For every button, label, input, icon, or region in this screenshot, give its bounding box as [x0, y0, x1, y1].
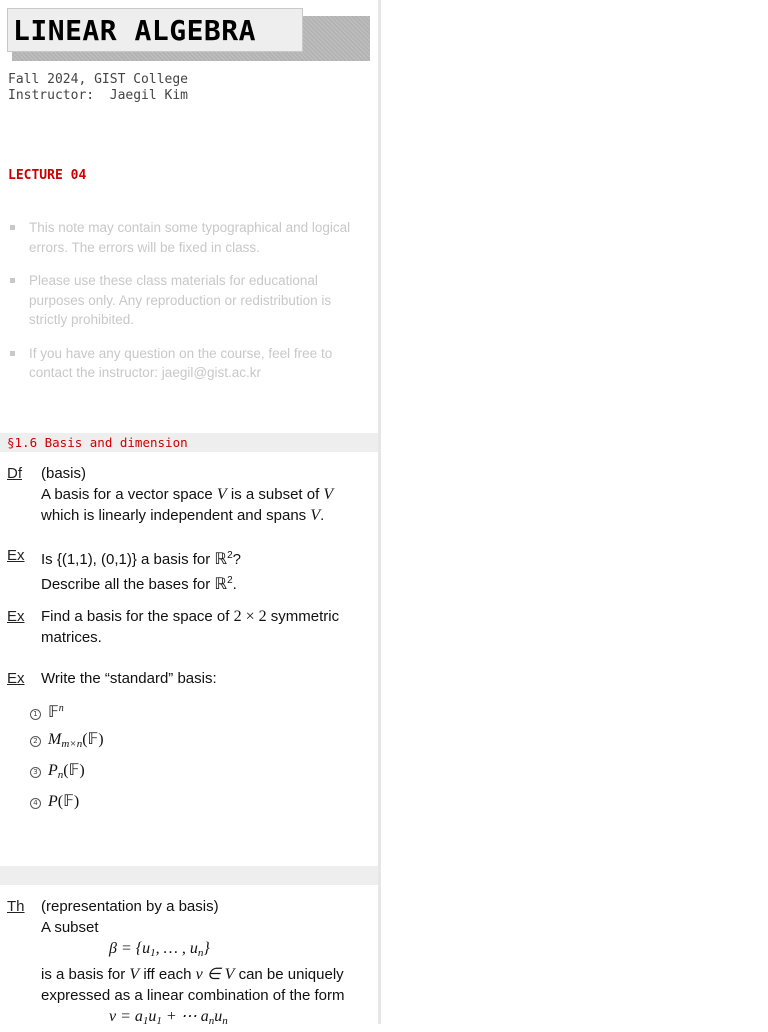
- course-info: [8, 72, 188, 104]
- subscript: n: [57, 769, 64, 781]
- math-text: β = {u: [109, 940, 151, 957]
- math-expression: v ∈ V: [195, 966, 235, 983]
- definition-heading: (basis): [41, 465, 87, 482]
- math-symbol: ℝ: [214, 551, 228, 568]
- subscript: 1: [142, 1015, 149, 1027]
- text: ?: [232, 551, 241, 568]
- example-body: [41, 606, 376, 648]
- square-bullet-icon: [10, 278, 15, 283]
- text: Describe all the bases for: [41, 576, 215, 593]
- text: .: [232, 576, 237, 593]
- notice-item: [10, 218, 360, 257]
- text: symmetric: [266, 608, 340, 625]
- example-line: [41, 606, 376, 627]
- notice-item: [10, 344, 360, 383]
- math-text: , … , u: [155, 940, 198, 957]
- instructor-line: Instructor: Jaegil Kim: [8, 88, 189, 103]
- course-term: Fall 2024, GIST College: [8, 72, 189, 87]
- math-symbol: V: [310, 507, 321, 524]
- definition-line: [41, 505, 376, 526]
- text: is a basis for: [41, 966, 130, 983]
- theorem-line: A subset: [41, 919, 99, 936]
- definition-tag: Df: [7, 465, 22, 482]
- text: can be uniquely: [234, 966, 344, 983]
- math-symbol: (𝔽): [82, 731, 104, 748]
- basis-list-item: [30, 698, 64, 723]
- superscript: 2: [227, 575, 233, 586]
- math-text: }: [203, 940, 210, 957]
- text: iff each: [139, 966, 196, 983]
- example-tag: Ex: [7, 547, 25, 564]
- linear-combination-expression: [41, 1006, 376, 1032]
- section-title: §1.6 Basis and dimension: [7, 435, 188, 450]
- math-symbol: M: [48, 731, 62, 748]
- subscript: 1: [150, 947, 156, 959]
- math-symbol: P: [48, 793, 58, 810]
- square-bullet-icon: [10, 351, 15, 356]
- subscript: n: [197, 947, 204, 959]
- math-symbol: V: [216, 486, 227, 503]
- text: is a subset of: [226, 486, 324, 503]
- notice-text: If you have any question on the course, feel free to contact the instructor: jaegil@gist.ac.kr: [29, 345, 333, 380]
- definition-line: [41, 484, 376, 505]
- notice-text: Please use these class materials for educational purposes only. Any reproduction or redistribution is strictly prohibited.: [29, 273, 332, 327]
- example-line: [41, 545, 376, 570]
- example-line: [41, 570, 376, 595]
- text: .: [320, 507, 325, 524]
- theorem-body: [41, 896, 376, 1032]
- math-text: v = a: [109, 1008, 143, 1025]
- notice-list: [10, 218, 360, 397]
- math-symbol: V: [323, 486, 334, 503]
- text: Find a basis for the space of: [41, 608, 234, 625]
- math-text: + ⋯ a: [161, 1008, 209, 1025]
- circled-number-icon: 3: [30, 767, 41, 778]
- example-line: matrices.: [41, 629, 102, 646]
- circled-number-icon: 4: [30, 798, 41, 809]
- superscript: n: [58, 703, 64, 714]
- math-symbol: (𝔽): [63, 762, 85, 779]
- subscript: n: [222, 1015, 228, 1027]
- math-symbol: 𝔽: [48, 704, 59, 721]
- lecture-number: LECTURE 04: [8, 168, 87, 183]
- subscript: n: [208, 1015, 215, 1027]
- circled-number-icon: 1: [30, 709, 41, 720]
- example-line: Write the “standard” basis:: [41, 670, 217, 687]
- basis-list-item: [30, 791, 79, 812]
- notice-item: [10, 271, 360, 330]
- subscript: 1: [156, 1015, 162, 1027]
- text: A basis for a vector space: [41, 486, 217, 503]
- math-symbol: V: [129, 966, 140, 983]
- math-symbol: (𝔽): [57, 793, 80, 810]
- theorem-tag: Th: [7, 898, 25, 915]
- page-title: LINEAR ALGEBRA: [7, 8, 303, 52]
- subscript: m×n: [61, 738, 83, 750]
- basis-set-expression: [41, 938, 376, 964]
- square-bullet-icon: [10, 225, 15, 230]
- math-symbol: ℝ: [214, 576, 228, 593]
- page-break-band: [0, 866, 378, 885]
- math-text: u: [148, 1008, 157, 1025]
- theorem-line: expressed as a linear combination of the form: [41, 987, 345, 1004]
- basis-list-item: [30, 729, 104, 755]
- text: Is {(1,1), (0,1)} a basis for: [41, 551, 215, 568]
- superscript: 2: [227, 550, 233, 561]
- text: which is linearly independent and spans: [41, 507, 311, 524]
- math-symbol: P: [48, 762, 58, 779]
- example-body: [41, 668, 376, 689]
- math-expression: 2 × 2: [233, 608, 267, 625]
- example-body: [41, 545, 376, 595]
- example-tag: Ex: [7, 608, 25, 625]
- definition-body: [41, 463, 376, 526]
- basis-list-item: [30, 760, 85, 786]
- lecture-note-panel: [0, 0, 381, 1027]
- math-text: u: [214, 1008, 223, 1025]
- circled-number-icon: 2: [30, 736, 41, 747]
- example-tag: Ex: [7, 670, 25, 687]
- theorem-line: [41, 964, 376, 985]
- notice-text: This note may contain some typographical and logical errors. The errors will be fixed in class.: [29, 220, 351, 255]
- theorem-heading: (representation by a basis): [41, 898, 219, 915]
